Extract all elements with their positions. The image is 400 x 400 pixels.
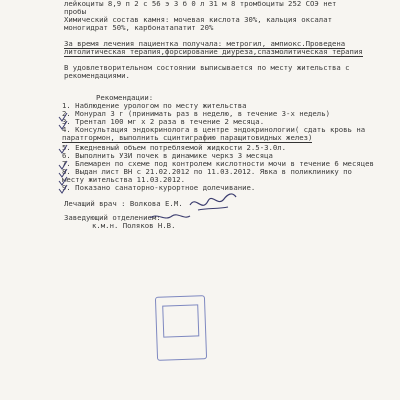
checkmark-icon bbox=[59, 161, 67, 169]
head-of-department-name: к.м.н. Поляков Н.В. bbox=[92, 221, 176, 230]
treatment-line: литолитическая терапия,форсирование диуреза,спазмолитическая терапия bbox=[64, 47, 363, 56]
recommendation-item: 5. Ежедневный объем потребляемой жидкости 2.5-3.0л. bbox=[62, 143, 287, 152]
recommendation-item: 1. Наблюдение урологом по месту жительства bbox=[62, 101, 247, 110]
recommendation-item: 4. Консультация эндокринолога в центре эндокринологии( сдать кровь на bbox=[62, 125, 366, 134]
attending-doctor-line: Лечащий врач : Волкова Е.М. bbox=[64, 199, 183, 208]
lab-results-line: лейкоциты 8,9 п 2 с 56 э 3 б 0 л 31 м 8 тромбоциты 252 СОЭ нет bbox=[64, 0, 337, 8]
stone-composition-line: Химический состав камня: мочевая кислота 30%, кальция оксалат bbox=[64, 15, 332, 24]
recommendation-item: 7. Блемарен по схеме под контролем кислотности мочи в течение 6 месяцев bbox=[62, 159, 374, 168]
head-of-department-title: Заведующий отделением: bbox=[64, 213, 161, 222]
recommendation-item: 3. Трентал 100 мг х 2 раза в течение 2 месяца. bbox=[62, 117, 265, 126]
discharge-line: рекомендациями. bbox=[64, 71, 130, 80]
lab-results-line: пробы bbox=[64, 7, 86, 16]
recommendation-item: 6. Выполнить УЗИ почек в динамике черкз 3 месяца bbox=[62, 151, 273, 160]
recommendations-title: Рекомендации: bbox=[96, 93, 154, 102]
recommendation-item: 9. Показано санаторно-курортное долечивание. bbox=[62, 183, 256, 192]
treatment-line: За время лечения пациентка получала: метрогил, ампиокс.Проведена bbox=[64, 39, 346, 48]
signature-scribble bbox=[198, 207, 228, 210]
checkmark-icon bbox=[59, 121, 67, 129]
checkmark-icon bbox=[59, 145, 67, 153]
checkmark-icon bbox=[59, 185, 67, 193]
recommendation-item: 8. Выдан лист ВН с 21.02.2012 по 11.03.2012. Явка в поликлинику по bbox=[62, 167, 352, 176]
signature-scribble bbox=[150, 215, 190, 218]
checkmark-icon bbox=[59, 177, 67, 185]
recommendation-item: паратгормон, выполнить сцинтиграфию паращитовидных желез) bbox=[62, 133, 313, 142]
checkmark-icon bbox=[59, 169, 67, 177]
institution-stamp bbox=[155, 295, 207, 361]
recommendation-item: 2. Монурал 3 г (принимать раз в неделю, в течение 3-х недель) bbox=[62, 109, 330, 118]
signature-scribble bbox=[190, 194, 236, 205]
stone-composition-line: моногидрат 50%, карбонатапатит 20% bbox=[64, 23, 214, 32]
recommendation-item: месту жительства 11.03.2012. bbox=[62, 175, 186, 184]
checkmark-icon bbox=[59, 113, 67, 121]
discharge-line: В удовлетворительном состоянии выписывается по месту жительства с bbox=[64, 63, 350, 72]
